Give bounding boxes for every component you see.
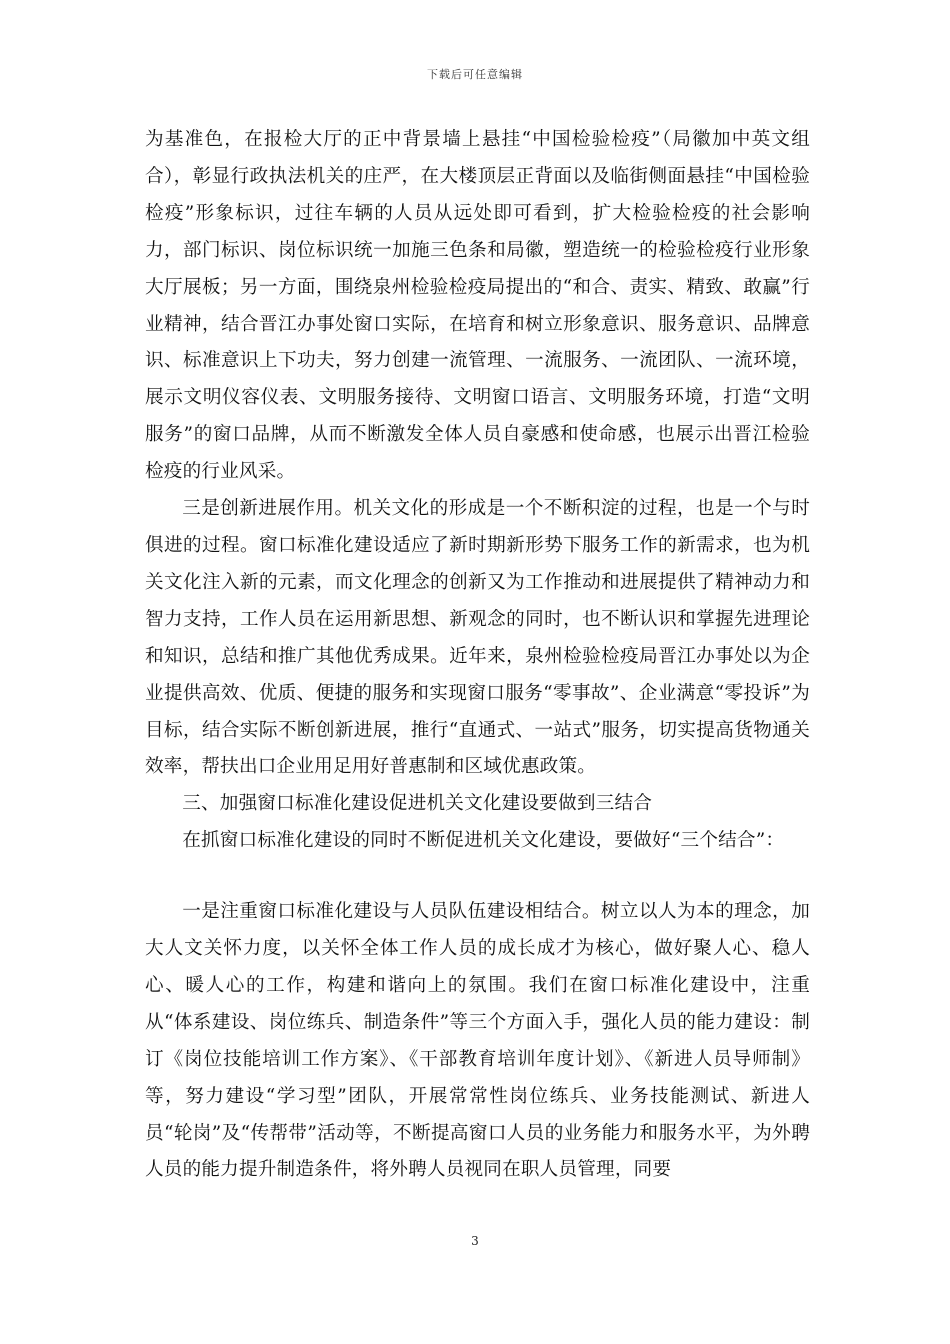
paragraph-innovation: 三是创新进展作用。机关文化的形成是一个不断积淀的过程，也是一个与时俱进的过程。窗口标准化建设适应了新时期新形势下服务工作的新需求，也为机关文化注入新的元素，而文化理念的创新又为工作推动和进展提供了精神动力和智力支持，工作人员在运用新思想、新观念的同时，也不断认识和掌握先进理论和知识，总结和推广其他优秀成果。近年来，泉州检验检疫局晋江办事处以为企业提供高效、优质、便捷的服务和实现窗口服务“零事故”、企业满意“零投诉”为目标，结合实际不断创新进展，推行“直通式、一站式”服务，切实提高货物通关效率，帮扶出口企业用足用好普惠制和区域优惠政策。	[145, 498, 810, 778]
page-header-note: 下载后可任意编辑	[427, 68, 523, 81]
paragraph-continued: 为基准色，在报检大厅的正中背景墙上悬挂“中国检验检疫”（局徽加中英文组合），彰显行政执法机关的庄严，在大楼顶层正背面以及临街侧面悬挂“中国检验检疫”形象标识，过往车辆的人员从远处即可看到，扩大检验检疫的社会影响力，部门标识、岗位标识统一加施三色条和局徽，塑造统一的检验检疫行业形象大厅展板；另一方面，围绕泉州检验检疫局提出的“和合、责实、精致、敢赢”行业精神，结合晋江办事处窗口实际，在培育和树立形象意识、服务意识、品牌意识、标准意识上下功夫，努力创建一流管理、一流服务、一流团队、一流环境，展示文明仪容仪表、文明服务接待、文明窗口语言、文明服务环境，打造“文明服务”的窗口品牌，从而不断激发全体人员自豪感和使命感，也展示出晋江检验检疫的行业风采。	[145, 129, 810, 483]
paragraph-gap	[145, 860, 810, 894]
page-number: 3	[471, 1234, 479, 1248]
paragraph-intro-three-combinations: 在抓窗口标准化建设的同时不断促进机关文化建设，要做好“三个结合”：	[182, 830, 785, 852]
document-body	[145, 122, 810, 1189]
paragraph-first-combination: 一是注重窗口标准化建设与人员队伍建设相结合。树立以人为本的理念，加大人文关怀力度，以关怀全体工作人员的成长成才为核心，做好聚人心、稳人心、暖人心的工作，构建和谐向上的氛围。我们在窗口标准化建设中，注重从“体系建设、岗位练兵、制造条件”等三个方面入手，强化人员的能力建设：制订《岗位技能培训工作方案》、《干部教育培训年度计划》、《新进人员导师制》等，努力建设“学习型”团队，开展常常性岗位练兵、业务技能测试、新进人员“轮岗”及“传帮带”活动等，不断提高窗口人员的业务能力和服务水平，为外聘人员的能力提升制造条件，将外聘人员视同在职人员管理，同要	[145, 901, 810, 1181]
section-heading: 三、加强窗口标准化建设促进机关文化建设要做到三结合	[182, 793, 653, 815]
